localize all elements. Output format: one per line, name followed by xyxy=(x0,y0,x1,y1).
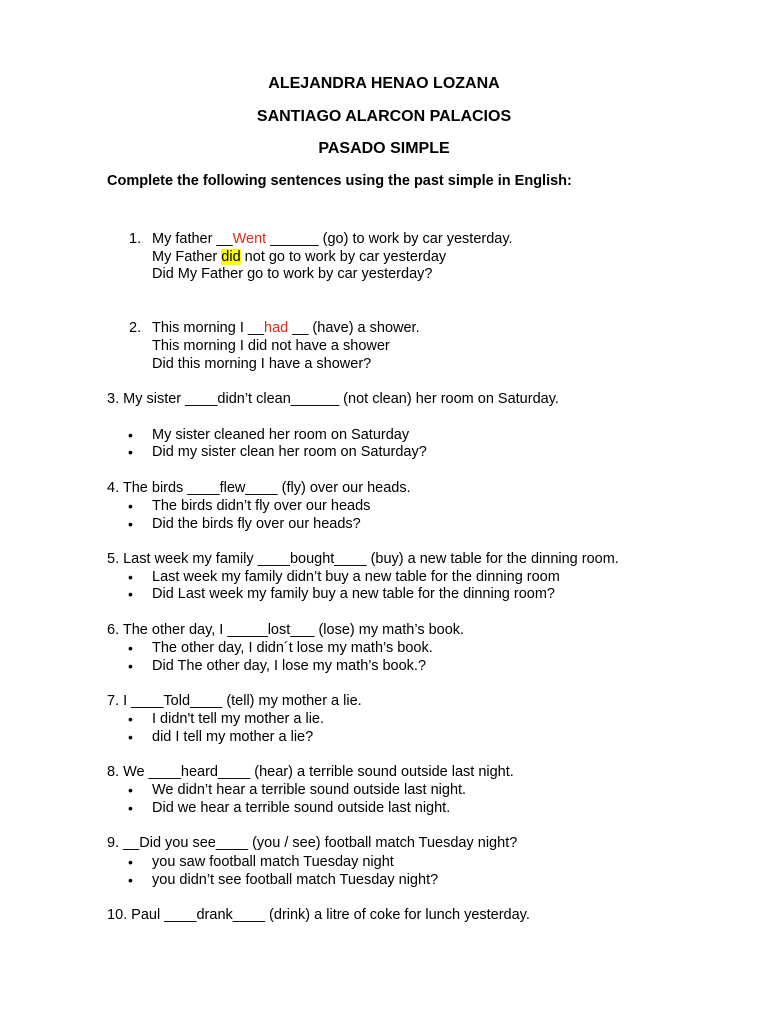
q8-question: Did we hear a terrible sound outside last night. xyxy=(152,800,451,816)
q4-bullet-1: • xyxy=(128,498,133,514)
q2-suffix: __ (have) a shower. xyxy=(288,320,420,336)
q1-question: Did My Father go to work by car yesterday? xyxy=(152,266,433,282)
q8-negative: We didn’t hear a terrible sound outside last night. xyxy=(152,782,467,798)
q6-question: Did The other day, I lose my math’s book.? xyxy=(152,658,427,674)
q5-bullet-1: • xyxy=(128,569,133,585)
q9-bullet-2: • xyxy=(128,872,133,888)
q1-prefix: My father __ xyxy=(152,231,233,247)
q1-negative-prefix: My Father xyxy=(152,249,222,265)
q6-negative: The other day, I didn´t lose my math’s book. xyxy=(152,640,433,656)
q1-negative-suffix: not go to work by car yesterday xyxy=(240,249,447,265)
q8-bullet-1: • xyxy=(128,782,133,798)
q3-affirmative: My sister cleaned her room on Saturday xyxy=(152,427,410,443)
q6-bullet-1: • xyxy=(128,640,133,656)
q7-bullet-1: • xyxy=(128,711,133,727)
q5-bullet-2: • xyxy=(128,586,133,602)
q1-negative xyxy=(152,248,446,266)
q3-bullet-2: • xyxy=(128,444,133,460)
q7-sentence: 7. I ____Told____ (tell) my mother a lie. xyxy=(107,693,362,709)
instructions: Complete the following sentences using the past simple in English: xyxy=(107,173,572,189)
q1-suffix: ______ (go) to work by car yesterday. xyxy=(266,231,513,247)
q10-sentence: 10. Paul ____drank____ (drink) a litre of coke for lunch yesterday. xyxy=(107,907,530,923)
q4-sentence: 4. The birds ____flew____ (fly) over our heads. xyxy=(107,480,411,496)
q5-sentence: 5. Last week my family ____bought____ (buy) a new table for the dinning room. xyxy=(107,551,619,567)
student-name-1: ALEJANDRA HENAO LOZANA xyxy=(268,75,500,92)
q9-sentence: 9. __Did you see____ (you / see) football match Tuesday night? xyxy=(107,835,518,851)
q5-negative: Last week my family didn’t buy a new table for the dinning room xyxy=(152,569,560,585)
q9-bullet-1: • xyxy=(128,854,133,870)
q5-question: Did Last week my family buy a new table for the dinning room? xyxy=(152,586,555,602)
q4-question: Did the birds fly over our heads? xyxy=(152,516,361,532)
q3-bullet-1: • xyxy=(128,427,133,443)
q8-sentence: 8. We ____heard____ (hear) a terrible sound outside last night. xyxy=(107,764,514,780)
document-title: PASADO SIMPLE xyxy=(318,140,450,157)
q7-negative: I didn't tell my mother a lie. xyxy=(152,711,325,727)
q9-affirmative: you saw football match Tuesday night xyxy=(152,854,394,870)
q3-sentence: 3. My sister ____didn’t clean______ (not clean) her room on Saturday. xyxy=(107,391,559,407)
q1-sentence xyxy=(152,230,513,248)
q4-negative: The birds didn’t fly over our heads xyxy=(152,498,371,514)
q7-question: did I tell my mother a lie? xyxy=(152,729,314,745)
q2-answer: had xyxy=(264,320,289,336)
q4-bullet-2: • xyxy=(128,516,133,532)
q3-question: Did my sister clean her room on Saturday? xyxy=(152,444,427,460)
q2-number: 2. xyxy=(129,320,142,336)
student-name-2: SANTIAGO ALARCON PALACIOS xyxy=(256,108,512,125)
q8-bullet-2: • xyxy=(128,800,133,816)
q2-sentence xyxy=(152,319,420,337)
q2-negative: This morning I did not have a shower xyxy=(152,338,390,354)
q1-highlighted-word: did xyxy=(221,249,241,265)
q2-prefix: This morning I __ xyxy=(152,320,265,336)
q9-negative: you didn’t see football match Tuesday night? xyxy=(152,872,439,888)
q6-sentence: 6. The other day, I _____lost___ (lose) my math’s book. xyxy=(107,622,465,638)
q1-number: 1. xyxy=(129,231,142,247)
q2-question: Did this morning I have a shower? xyxy=(152,356,372,372)
q1-answer: Went xyxy=(232,231,267,247)
q7-bullet-2: • xyxy=(128,729,133,745)
q6-bullet-2: • xyxy=(128,658,133,674)
